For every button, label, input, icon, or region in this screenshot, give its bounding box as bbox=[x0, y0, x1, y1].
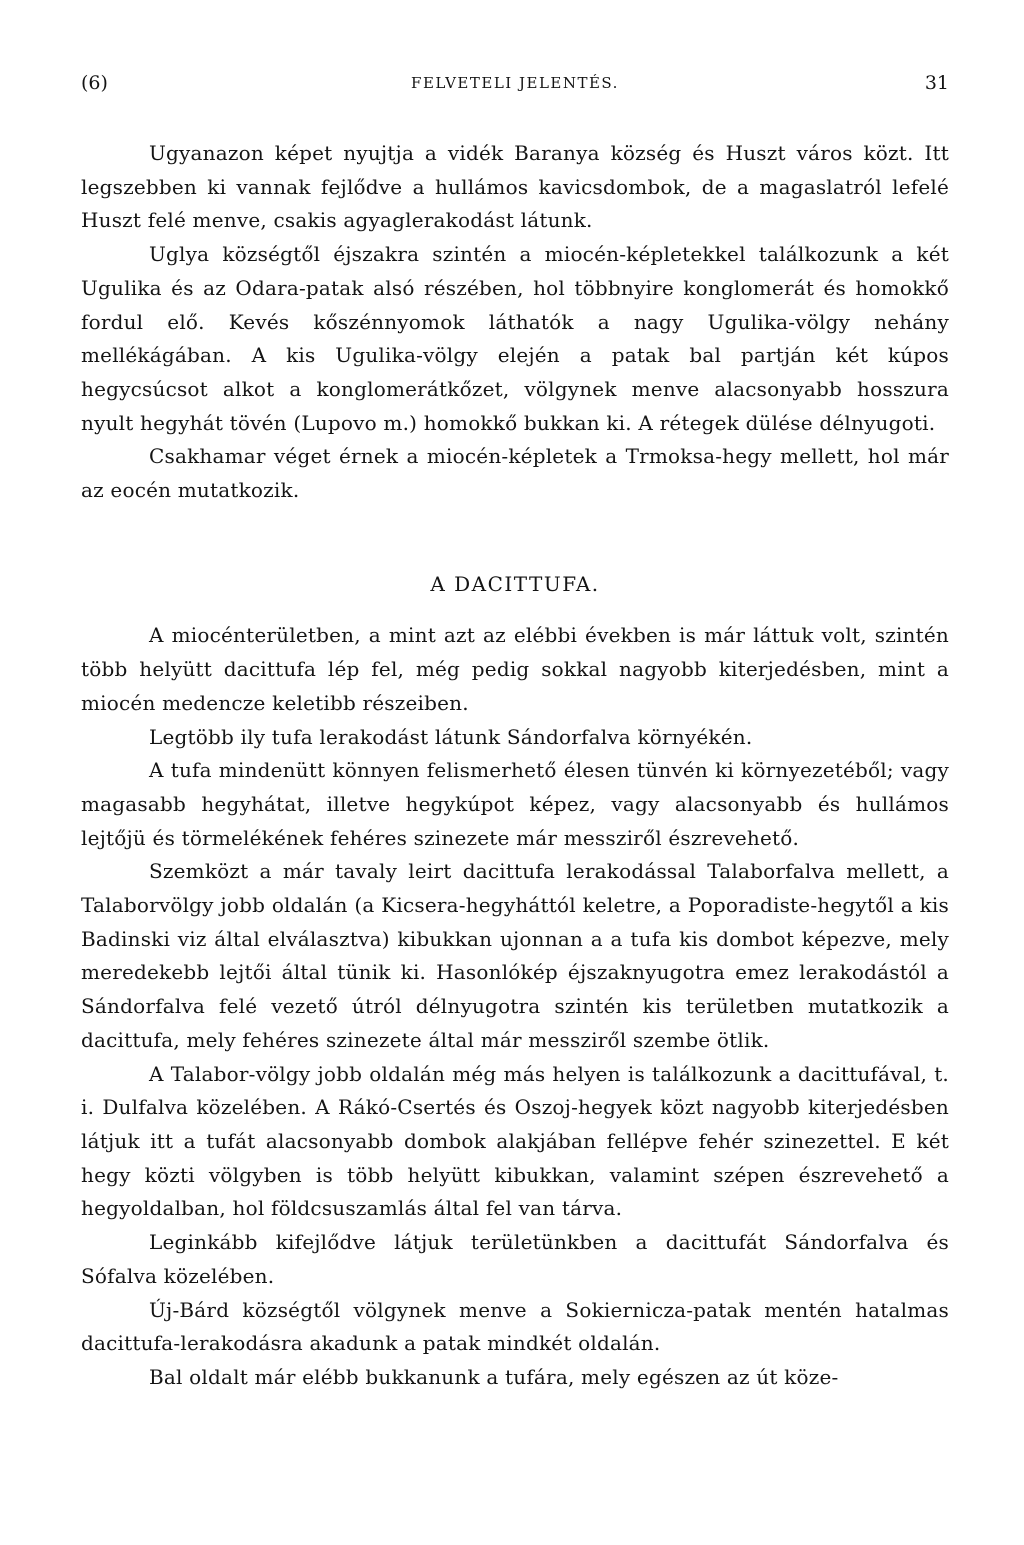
paragraph: Csakhamar véget érnek a miocén-képletek a Trmoksa-hegy mellett, hol már az eocén mutatkozik. bbox=[81, 444, 949, 503]
paragraph: Ugyanazon képet nyujtja a vidék Baranya község és Huszt város közt. Itt legszebben ki vannak fejlődve a hullámos kavicsdombok, de a magaslatról lefelé Huszt felé menve, csakis agyaglerakodást látunk. bbox=[81, 141, 949, 233]
paragraph: A tufa mindenütt könnyen felismerhető élesen tünvén ki környezetéből; vagy magasabb hegyhátat, illetve hegykúpot képez, vagy alacsonyabb és hullámos lejtőjü és törmelékének fehéres szinezete már messziről észrevehető. bbox=[81, 758, 949, 850]
paragraph: Szemközt a már tavaly leirt dacittufa lerakodással Talaborfalva mellett, a Talaborvölgy jobb oldalán (a Kicsera-hegyháttól keletre, a Poporadiste-hegytől a kis Badinski viz által elválasztva) kibukkan ujonnan a a tufa kis dombot képezve, mely meredekebb lejtői által tünik ki. Hasonlókép éjszaknyugotra emez lerakodástól a Sándorfalva felé vezető útról délnyugotra szintén kis területben mutatkozik a dacittufa, mely fehéres szinezete által már messziről szembe ötlik. bbox=[81, 859, 949, 1052]
section-miocene-text bbox=[81, 137, 949, 508]
section-dacittufa-text bbox=[81, 619, 949, 1394]
paragraph: A Talabor-völgy jobb oldalán még más helyen is találkozunk a dacittufával, t. i. Dulfalva közelében. A Rákó-Csertés és Oszoj-hegyek közt nagyobb kiterjedésben látjuk itt a tufát alacsonyabb dombok alakjában fellépve fehér szinezettel. E két hegy közti völgyben is több helyütt kibukkan, valamint szépen észrevehető a hegyoldalban, hol földcsuszamlás által fel van tárva. bbox=[81, 1061, 949, 1221]
paragraph: Bal oldalt már elébb bukkanunk a tufára, mely egészen az út köze- bbox=[149, 1364, 839, 1389]
running-head bbox=[81, 62, 949, 96]
paragraph: Leginkább kifejlődve látjuk területünkben a dacittufát Sándorfalva és Sófalva közelében. bbox=[81, 1230, 949, 1288]
paragraph: A miocénterületben, a mint azt az elébbi években is már láttuk volt, szintén több helyütt dacittufa lép fel, még pedig sokkal nagyobb kiterjedésben, mint a miocén medencze keletibb részeiben. bbox=[81, 623, 949, 715]
page-number: 31 bbox=[924, 72, 949, 94]
paragraph: Új-Bárd községtől völgynek menve a Sokiernicza-patak mentén hatalmas dacittufa-lerakodásra akadunk a patak mindkét oldalán. bbox=[81, 1297, 949, 1356]
paragraph: Uglya községtől éjszakra szintén a miocén-képletekkel találkozunk a két Ugulika és az Odara-patak alsó részében, hol többnyire konglomerát és homokkő fordul elő. Kevés kőszénnyomok láthatók a nagy Ugulika-völgy nehány mellékágában. A kis Ugulika-völgy elején a patak bal partján két kúpos hegycsúcsot alkot a konglomerátkőzet, völgynek menve alacsonyabb hosszura nyult hegyhát tövén (Lupovo m.) homokkő bukkan ki. A rétegek dülése délnyugoti. bbox=[81, 242, 949, 435]
paragraph: Legtöbb ily tufa lerakodást látunk Sándorfalva környékén. bbox=[149, 724, 753, 749]
page bbox=[81, 62, 949, 1395]
running-title: FELVETELI JELENTÉS. bbox=[411, 74, 619, 92]
section-number: (6) bbox=[81, 72, 108, 94]
section-heading: A DACITTUFA. bbox=[430, 571, 600, 596]
